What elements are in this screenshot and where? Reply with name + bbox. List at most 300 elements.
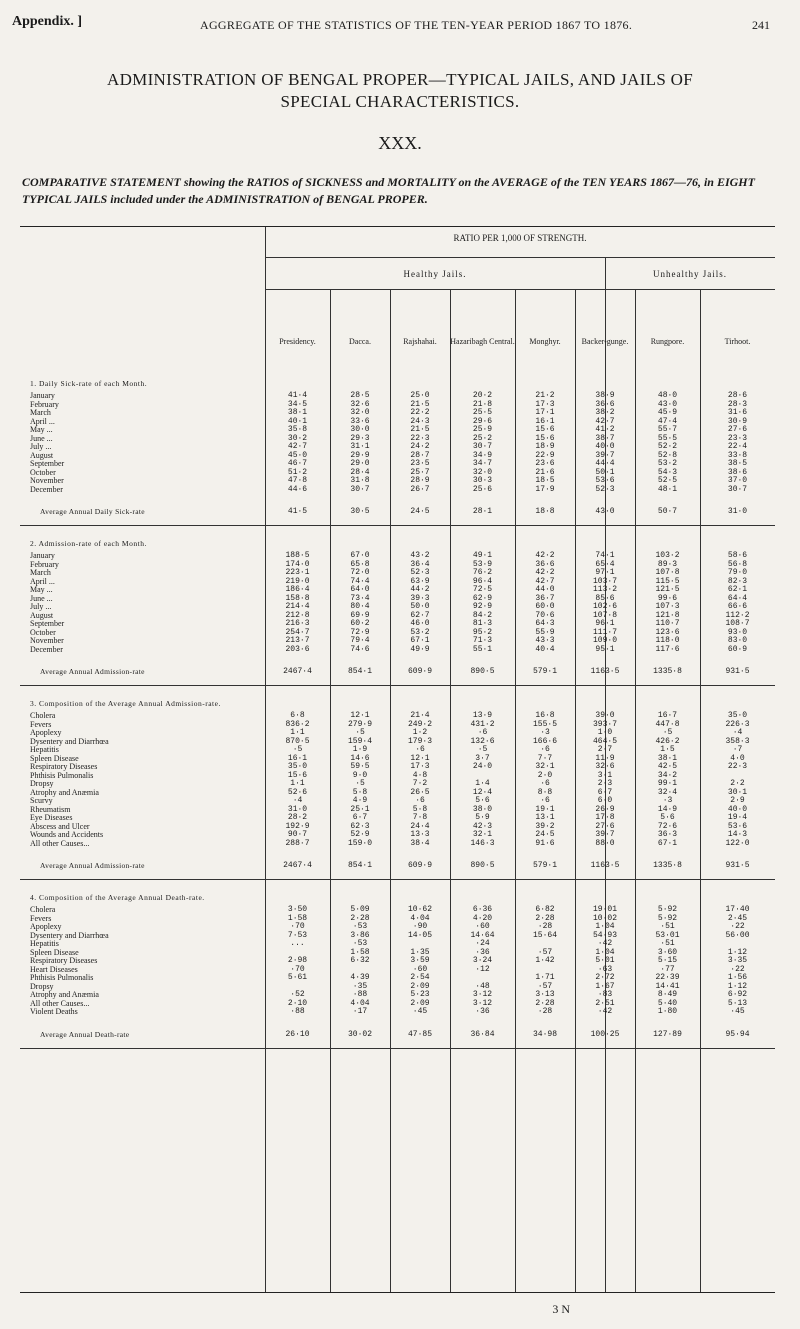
data-cell: 3·60: [657, 947, 678, 957]
data-cell: 25·2: [472, 433, 493, 443]
data-cell: ·4: [292, 796, 303, 805]
data-cell: 96·1: [595, 619, 615, 628]
data-cell: ·83: [597, 990, 613, 999]
data-cell: 52·3: [410, 568, 430, 577]
data-cell: 17·40: [725, 905, 750, 914]
table-number: XXX.: [378, 133, 422, 153]
data-cell: 32·6: [595, 762, 615, 771]
column-header: Presidency.: [279, 337, 316, 346]
data-cell: 23·3: [727, 433, 748, 443]
unhealthy-jails-header: Unhealthy Jails.: [653, 269, 727, 279]
average-cell: 47·85: [407, 1029, 432, 1039]
data-cell: 97·1: [595, 568, 615, 577]
row-label: Cholera: [30, 711, 56, 720]
data-cell: 110·7: [655, 619, 680, 628]
data-cell: 22·4: [727, 442, 748, 451]
data-cell: 42·2: [535, 568, 555, 577]
data-cell: 23·5: [410, 459, 430, 468]
data-cell: 72·9: [350, 627, 370, 637]
data-cell: 12·4: [472, 787, 493, 797]
section-heading: 3. Composition of the Average Annual Admission-rate.: [30, 699, 221, 708]
average-row-label: Average Annual Admission-rate: [40, 667, 145, 676]
data-cell: 38·7: [595, 433, 615, 443]
data-cell: 19·1: [535, 804, 555, 814]
data-cell: 14·05: [407, 930, 432, 940]
data-cell: 17·3: [410, 762, 430, 771]
data-cell: 42·7: [595, 416, 615, 426]
row-label: Phthisis Pulmonalis: [30, 770, 94, 780]
data-cell: 279·9: [347, 719, 372, 729]
data-cell: 2·98: [287, 956, 308, 965]
data-cell: 4·04: [350, 998, 370, 1008]
column-header: Dacca.: [349, 337, 371, 346]
column-header: Hazaribagh Central.: [450, 337, 515, 346]
average-cell: 931·5: [725, 667, 750, 676]
average-row-label: Average Annual Admission-rate: [40, 861, 145, 870]
data-cell: 52·3: [595, 484, 615, 494]
data-cell: 32·0: [350, 408, 370, 417]
data-cell: ·70: [290, 964, 305, 974]
data-cell: 67·1: [410, 636, 430, 645]
data-cell: 82·3: [727, 576, 748, 586]
statistics-table: [20, 226, 775, 1293]
row-label: August: [30, 610, 54, 620]
data-cell: 52·9: [350, 830, 370, 839]
data-cell: 44·4: [595, 459, 615, 468]
data-cell: 15·6: [535, 433, 555, 443]
data-cell: 60·2: [350, 619, 370, 628]
data-cell: 47·4: [657, 416, 678, 426]
data-cell: 203·6: [285, 644, 310, 654]
data-cell: 99·1: [657, 779, 678, 788]
data-cell: 44·0: [535, 585, 555, 594]
data-cell: 13·1: [535, 813, 555, 822]
data-cell: ·42: [597, 939, 613, 948]
data-cell: 26·9: [595, 804, 615, 814]
data-cell: 2·45: [727, 913, 748, 923]
data-cell: 59·5: [350, 762, 370, 771]
data-cell: 122·0: [725, 838, 750, 848]
row-label: May ...: [30, 425, 53, 434]
data-cell: ·6: [540, 745, 550, 754]
data-cell: 6·0: [597, 796, 613, 805]
data-cell: 223·1: [285, 568, 310, 577]
data-cell: 7·53: [287, 930, 308, 940]
data-cell: 79·4: [350, 636, 370, 645]
data-cell: 29·6: [472, 416, 493, 426]
data-cell: 11·9: [595, 753, 615, 763]
average-cell: 26·10: [285, 1029, 310, 1039]
data-cell: 22·9: [535, 450, 555, 460]
data-cell: 108·7: [725, 619, 750, 628]
data-cell: 431·2: [470, 719, 495, 729]
data-cell: 2·54: [410, 973, 430, 982]
data-cell: 39·7: [595, 830, 615, 839]
data-cell: 25·6: [472, 484, 493, 494]
data-cell: 1·35: [410, 947, 430, 957]
data-cell: 5·8: [412, 804, 428, 814]
data-cell: ·42: [597, 1007, 613, 1016]
data-cell: 62·1: [727, 585, 748, 594]
data-cell: 14·6: [350, 753, 370, 763]
data-cell: 5·6: [475, 796, 490, 805]
data-cell: 36·7: [535, 593, 555, 603]
data-cell: 179·3: [407, 736, 432, 746]
average-cell: 931·5: [725, 861, 750, 870]
data-cell: 30·7: [472, 442, 493, 451]
data-cell: 63·9: [410, 576, 430, 586]
data-cell: 216·3: [285, 619, 310, 628]
data-cell: 113·2: [592, 585, 617, 594]
data-cell: 32·6: [350, 399, 370, 409]
data-cell: ·6: [540, 796, 550, 805]
data-cell: 91·6: [535, 838, 555, 848]
data-cell: 79·0: [727, 568, 748, 577]
data-cell: 166·6: [532, 736, 557, 746]
row-label: November: [30, 476, 64, 485]
row-label: Spleen Disease: [30, 947, 79, 957]
data-cell: 42·7: [535, 576, 555, 586]
data-cell: ·57: [537, 981, 553, 991]
data-cell: 30·3: [472, 476, 493, 485]
data-cell: 13·3: [410, 830, 430, 839]
data-cell: 159·0: [347, 838, 372, 848]
data-cell: 49·9: [410, 644, 430, 654]
data-cell: 41·2: [595, 425, 615, 434]
data-cell: 1·1: [290, 728, 305, 737]
data-cell: 65·4: [595, 559, 615, 569]
data-cell: 1·56: [727, 973, 748, 982]
data-cell: 25·5: [472, 408, 493, 417]
data-cell: 14·64: [470, 930, 495, 940]
data-cell: 112·2: [725, 610, 750, 620]
data-cell: 67·1: [657, 838, 678, 848]
data-cell: ...: [290, 939, 305, 948]
data-cell: 43·2: [410, 551, 430, 560]
data-cell: 72·0: [350, 568, 370, 577]
data-cell: 38·1: [657, 753, 678, 763]
data-cell: 67·0: [350, 551, 370, 560]
section-heading: 2. Admission-rate of each Month.: [30, 539, 147, 548]
row-label: Eye Diseases: [30, 813, 73, 822]
row-label: Dropsy: [30, 981, 54, 991]
data-cell: 18·9: [535, 442, 555, 451]
data-cell: 5·9: [475, 813, 490, 822]
data-cell: 186·4: [285, 585, 310, 594]
data-cell: 3·12: [472, 998, 493, 1008]
average-cell: 28·1: [472, 507, 493, 516]
row-label: October: [30, 467, 56, 477]
section-rule: [20, 525, 775, 526]
data-cell: 71·3: [472, 636, 493, 645]
data-cell: 70·6: [535, 610, 555, 620]
average-cell: 890·5: [470, 667, 495, 676]
data-cell: 42·2: [535, 551, 555, 560]
data-cell: 358·3: [725, 736, 750, 746]
data-cell: 38·2: [595, 408, 615, 417]
row-label: Phthisis Pulmonalis: [30, 973, 94, 982]
data-cell: 21·8: [472, 399, 493, 409]
data-cell: 3·12: [472, 990, 493, 999]
data-cell: ·5: [355, 779, 365, 788]
data-cell: 2·09: [410, 981, 430, 991]
data-cell: 72·5: [472, 585, 493, 594]
data-cell: 28·2: [287, 813, 308, 822]
row-label: Fevers: [30, 913, 52, 923]
data-cell: ·6: [540, 779, 550, 788]
data-cell: 56·8: [727, 559, 748, 569]
data-cell: 36·6: [535, 559, 555, 569]
ratio-header-rule: [265, 257, 775, 258]
data-cell: 30·7: [727, 484, 748, 494]
data-cell: 39·0: [595, 711, 615, 720]
data-cell: 46·7: [287, 459, 308, 468]
data-cell: 1·1: [290, 779, 305, 788]
row-label: Hepatitis: [30, 745, 59, 754]
data-cell: 159·4: [347, 736, 372, 746]
row-label: Respiratory Diseases: [30, 956, 98, 965]
data-cell: 7·2: [412, 779, 428, 788]
section-heading: 4. Composition of the Average Annual Death-rate.: [30, 893, 205, 902]
data-cell: 53·01: [655, 930, 680, 940]
data-cell: 1·04: [595, 947, 615, 957]
average-cell: 127·89: [653, 1029, 682, 1039]
data-cell: ·90: [412, 922, 428, 931]
data-cell: ·60: [475, 922, 490, 931]
column-header: Backer-gunge.: [581, 337, 629, 346]
data-cell: 4·39: [350, 973, 370, 982]
data-cell: 36·6: [595, 399, 615, 409]
data-cell: 3·50: [287, 905, 308, 914]
data-cell: 27·6: [595, 821, 615, 831]
data-cell: 17·3: [535, 399, 555, 409]
data-cell: 1·4: [475, 779, 490, 788]
data-cell: 30·0: [350, 425, 370, 434]
row-label: Apoplexy: [30, 922, 62, 931]
row-label: Abscess and Ulcer: [30, 821, 90, 831]
data-cell: 66·6: [727, 602, 748, 611]
data-cell: 155·5: [532, 719, 557, 729]
data-cell: 3·24: [472, 956, 493, 965]
data-cell: 33·8: [727, 450, 748, 460]
data-cell: 17·9: [535, 484, 555, 494]
data-cell: 41·4: [287, 391, 308, 400]
data-cell: 249·2: [407, 719, 432, 729]
data-cell: ·7: [732, 745, 743, 754]
row-label: Fevers: [30, 719, 52, 729]
row-label: August: [30, 450, 54, 460]
data-cell: ·70: [290, 922, 305, 931]
data-cell: 80·4: [350, 602, 370, 611]
data-cell: 85·6: [595, 593, 615, 603]
data-cell: 174·0: [285, 559, 310, 569]
data-cell: 53·2: [410, 627, 430, 637]
data-cell: 5·09: [350, 905, 370, 914]
data-cell: ·17: [352, 1007, 368, 1016]
data-cell: 4·9: [352, 796, 368, 805]
data-cell: 64·4: [727, 593, 748, 603]
data-cell: 4·8: [412, 770, 428, 780]
data-cell: 426·2: [655, 736, 680, 746]
data-cell: 31·8: [350, 476, 370, 485]
data-cell: 3·86: [350, 930, 370, 940]
data-cell: 4·04: [410, 913, 430, 923]
data-cell: 8·49: [657, 990, 678, 999]
data-cell: 7·8: [412, 813, 428, 822]
data-cell: ·88: [290, 1007, 305, 1016]
running-title: AGGREGATE OF THE STATISTICS OF THE TEN-YEAR PERIOD 1867 TO 1876.: [200, 18, 633, 32]
data-cell: 96·4: [472, 576, 493, 586]
data-cell: 31·6: [727, 408, 748, 417]
data-cell: 56·00: [725, 930, 750, 940]
data-cell: 6·32: [350, 956, 370, 965]
data-cell: 1·58: [287, 913, 308, 923]
section-rule: [20, 1048, 775, 1049]
average-cell: 854·1: [347, 667, 372, 676]
average-cell: 36·84: [470, 1029, 495, 1039]
column-header: Tirhoot.: [724, 337, 751, 346]
data-cell: 1·9: [352, 745, 368, 754]
data-cell: 33·6: [350, 416, 370, 426]
data-cell: 5·8: [352, 787, 368, 797]
data-cell: 1·12: [727, 981, 748, 991]
data-cell: 53·2: [657, 459, 678, 468]
data-cell: 15·6: [287, 770, 308, 780]
data-cell: 146·3: [470, 838, 495, 848]
data-cell: 89·3: [657, 559, 678, 569]
main-title-line2: SPECIAL CHARACTERISTICS.: [280, 92, 520, 111]
data-cell: 14·9: [657, 804, 678, 814]
data-cell: 6·8: [290, 711, 305, 720]
data-cell: 22·3: [727, 762, 748, 771]
data-cell: 107·8: [592, 610, 617, 620]
data-cell: ·45: [412, 1007, 428, 1016]
data-cell: 6·92: [727, 990, 748, 999]
data-cell: ·22: [730, 964, 745, 974]
data-cell: 2·0: [537, 770, 553, 780]
row-label: September: [30, 459, 65, 468]
data-cell: 28·9: [410, 476, 430, 485]
data-cell: 18·5: [535, 476, 555, 485]
data-cell: 95·2: [472, 627, 493, 637]
row-label: February: [30, 399, 59, 409]
data-cell: 34·9: [472, 450, 493, 460]
data-cell: 24·2: [410, 442, 430, 451]
data-cell: 1·80: [657, 1007, 678, 1016]
data-cell: 5·15: [657, 956, 678, 965]
data-cell: 2·51: [595, 998, 615, 1008]
row-label: Spleen Disease: [30, 753, 79, 763]
data-cell: 64·0: [350, 585, 370, 594]
data-cell: 254·7: [285, 627, 310, 637]
data-cell: 38·5: [727, 459, 748, 468]
data-cell: 38·9: [595, 391, 615, 400]
data-cell: 22·3: [410, 433, 430, 443]
data-cell: 62·7: [410, 610, 430, 620]
data-cell: 21·6: [535, 467, 555, 477]
section-rule: [20, 685, 775, 686]
data-cell: 20·2: [472, 391, 493, 400]
data-cell: 123·6: [655, 627, 680, 637]
column-header: Rungpore.: [650, 337, 685, 346]
average-cell: 1163·5: [590, 861, 620, 870]
row-label: Atrophy and Anæmia: [30, 787, 99, 797]
data-cell: 53·6: [595, 476, 615, 485]
row-label: March: [30, 408, 51, 417]
data-cell: 5·61: [287, 973, 308, 982]
data-cell: 2·2: [730, 779, 745, 788]
row-label: All other Causes...: [30, 998, 90, 1008]
data-cell: 3·13: [535, 990, 555, 999]
data-cell: 2·28: [535, 913, 555, 923]
data-cell: 447·8: [655, 719, 680, 729]
data-cell: 3·59: [410, 956, 430, 965]
data-cell: 5·92: [657, 905, 678, 914]
data-cell: 50·0: [410, 602, 430, 611]
data-cell: 2·28: [350, 913, 370, 923]
data-cell: 10·62: [407, 905, 432, 914]
average-cell: 2467·4: [283, 861, 312, 870]
data-cell: 46·0: [410, 619, 430, 628]
data-cell: 40·1: [287, 416, 308, 426]
data-cell: 24·0: [472, 762, 493, 771]
data-cell: ·5: [355, 728, 365, 737]
data-cell: 29·9: [350, 450, 370, 460]
data-cell: 44·6: [287, 484, 308, 494]
data-cell: 29·3: [350, 433, 370, 443]
data-cell: 9·0: [352, 770, 368, 780]
data-cell: ·52: [290, 990, 305, 999]
data-cell: 92·9: [472, 602, 493, 611]
row-label: June ...: [30, 593, 53, 603]
row-label: Rheumatism: [30, 804, 71, 814]
data-cell: 4·0: [730, 753, 745, 763]
data-cell: 2·7: [597, 745, 613, 754]
data-cell: 158·8: [285, 593, 310, 603]
data-cell: 16·8: [535, 711, 555, 720]
data-cell: 55·7: [657, 425, 678, 434]
data-cell: 6·82: [535, 905, 555, 914]
data-cell: 17·1: [535, 408, 555, 417]
average-cell: 854·1: [347, 861, 372, 870]
data-cell: 30·9: [727, 416, 748, 426]
data-cell: 24·3: [410, 416, 430, 426]
appendix-label: Appendix. ]: [12, 14, 83, 29]
data-cell: 26·7: [410, 484, 430, 494]
data-cell: 836·2: [285, 719, 310, 729]
data-cell: 74·4: [350, 576, 370, 586]
data-cell: 3·35: [727, 956, 748, 965]
data-cell: 103·7: [592, 576, 617, 586]
data-cell: 50·1: [595, 467, 615, 477]
average-cell: 579·1: [532, 667, 557, 676]
data-cell: 21·5: [410, 399, 430, 409]
data-cell: 99·6: [657, 593, 678, 603]
data-cell: 2·72: [595, 973, 615, 982]
data-cell: 28·5: [350, 391, 370, 400]
data-cell: 84·2: [472, 610, 493, 620]
data-cell: 39·7: [595, 450, 615, 460]
data-cell: ·35: [352, 981, 368, 991]
data-cell: 1·2: [412, 728, 428, 737]
data-cell: 43·0: [657, 399, 678, 409]
data-cell: 38·1: [287, 408, 308, 417]
data-cell: 27·6: [727, 425, 748, 434]
section-heading: 1. Daily Sick-rate of each Month.: [30, 379, 148, 388]
data-cell: 870·5: [285, 736, 310, 746]
data-cell: 43·3: [535, 636, 555, 645]
data-cell: 16·1: [535, 416, 555, 426]
